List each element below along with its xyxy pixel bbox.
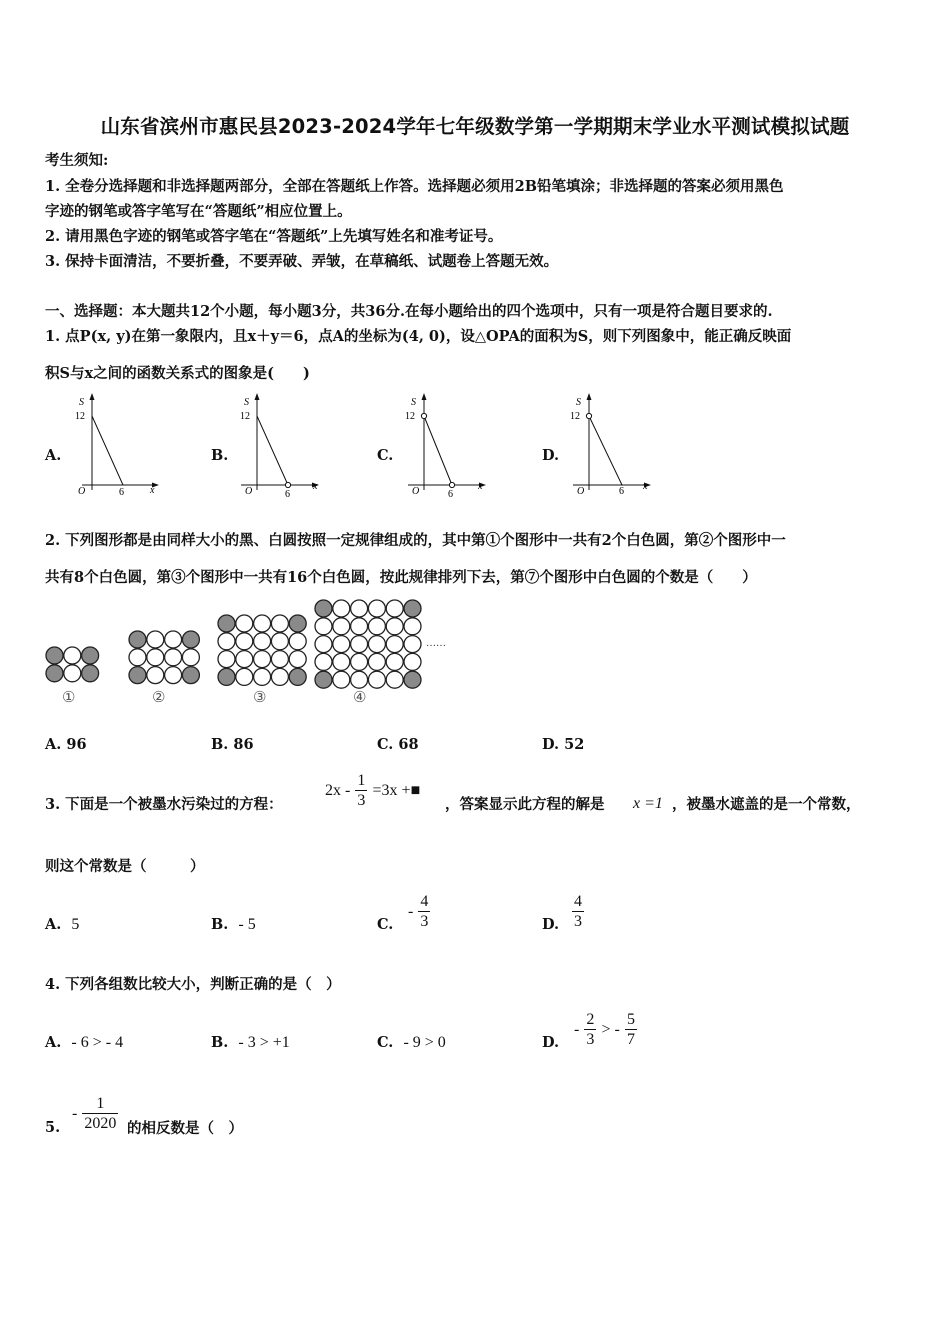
y-tick-12: 12	[75, 411, 85, 422]
black-circle	[129, 631, 146, 648]
notice-heading: 考生须知:	[45, 152, 109, 169]
x-tick-6: 6	[285, 489, 290, 498]
s-axis-label: S	[411, 397, 416, 408]
white-circle	[218, 651, 235, 668]
q3-stem-line2: 则这个常数是（ ）	[45, 858, 205, 875]
white-circle	[333, 618, 350, 635]
black-circle	[315, 600, 332, 617]
black-circle	[82, 665, 99, 682]
q3-option-b: B. - 5	[211, 916, 256, 933]
white-circle	[271, 651, 288, 668]
white-circle	[368, 618, 385, 635]
s-axis-label: S	[576, 397, 581, 408]
origin-label: O	[412, 486, 420, 497]
white-circle	[254, 651, 271, 668]
q3-solution: x =1	[633, 795, 663, 812]
y-tick-12: 12	[405, 411, 415, 422]
white-circle	[368, 600, 385, 617]
white-circle	[236, 615, 253, 632]
black-circle	[218, 615, 235, 632]
white-circle	[147, 649, 164, 666]
origin-label: O	[78, 486, 86, 497]
ink-blot: ■	[410, 782, 421, 799]
white-circle	[315, 653, 332, 670]
white-circle	[182, 649, 199, 666]
q4-option-d-value: - $\frac{2}{3}$ > - $\frac{5}{7}$	[574, 1011, 635, 1048]
q1-option-d-label: D.	[542, 447, 560, 464]
q1-option-a-label: A.	[45, 447, 62, 464]
notice-line-3: 3. 保持卡面清洁，不要折叠，不要弄破、弄皱，在草稿纸、试题卷上答题无效。	[45, 253, 559, 270]
white-circle	[386, 653, 403, 670]
q5-suffix: 的相反数是（ ）	[127, 1120, 243, 1137]
q3-prefix: 3. 下面是一个被墨水污染过的方程：	[45, 796, 283, 813]
q3-equation: 2x - $\frac{1}{3}$ =3x +■	[325, 772, 421, 809]
figure-label-3: ③	[253, 690, 267, 706]
figure-label-2: ②	[152, 690, 166, 706]
white-circle	[404, 653, 421, 670]
white-circle	[351, 636, 368, 653]
q1-option-b-label: B.	[211, 447, 229, 464]
white-circle	[289, 651, 306, 668]
page-title: 山东省滨州市惠民县2023-2024学年七年级数学第一学期期末学业水平测试模拟试题	[100, 115, 850, 138]
q2-stem-line2: 共有8个白色圆，第③个图形中一共有16个白色圆，按此规律排列下去，第⑦个图形中白色圆的个数是（ ）	[45, 569, 757, 586]
black-circle	[46, 647, 63, 664]
q2-circle-patterns	[40, 595, 470, 710]
q2-option-d: D. 52	[542, 736, 585, 753]
white-circle	[165, 667, 182, 684]
black-circle	[182, 667, 199, 684]
x-axis-label: x	[478, 481, 483, 492]
white-circle	[386, 636, 403, 653]
white-circle	[404, 618, 421, 635]
q4-option-b: B. - 3 > +1	[211, 1034, 290, 1051]
q3-middle: ，答案显示此方程的解是	[445, 796, 605, 813]
origin-label: O	[577, 486, 585, 497]
black-circle	[182, 631, 199, 648]
q3-suffix: ，被墨水遮盖的是一个常数，	[672, 796, 861, 813]
white-circle	[386, 618, 403, 635]
white-circle	[368, 671, 385, 688]
q1-stem-line1: 1. 点P(x, y)在第一象限内，且x＋y＝6，点A的坐标为(4, 0)，设△OPA的面积为S，则下列图象中，能正确反映面	[45, 328, 792, 345]
black-circle	[404, 600, 421, 617]
q4-option-a: A. - 6 > - 4	[45, 1034, 124, 1051]
black-circle	[129, 667, 146, 684]
black-circle	[315, 671, 332, 688]
white-circle	[64, 647, 81, 664]
white-circle	[351, 600, 368, 617]
white-circle	[236, 633, 253, 650]
black-circle	[218, 668, 235, 685]
black-circle	[289, 615, 306, 632]
white-circle	[333, 636, 350, 653]
white-circle	[404, 636, 421, 653]
s-axis-label: S	[79, 397, 84, 408]
notice-line-1b: 字迹的钢笔或答字笔写在“答题纸”相应位置上。	[45, 203, 352, 220]
q5-fraction: - $\frac{1}{2020}$	[72, 1095, 117, 1132]
black-circle	[404, 671, 421, 688]
white-circle	[64, 665, 81, 682]
notice-line-1a: 1. 全卷分选择题和非选择题两部分，全部在答题纸上作答。选择题必须用2B铅笔填涂；非选择题的答案必须用黑色	[45, 178, 784, 195]
x-axis-label: x	[313, 481, 318, 492]
notice-line-2: 2. 请用黑色字迹的钢笔或答字笔在“答题纸”上先填写姓名和准考证号。	[45, 228, 503, 245]
pattern-ellipsis: ……	[426, 638, 446, 649]
q4-stem: 4. 下列各组数比较大小，判断正确的是（ ）	[45, 976, 341, 993]
white-circle	[254, 668, 271, 685]
y-tick-12: 12	[570, 411, 580, 422]
s-axis-label: S	[244, 397, 249, 408]
white-circle	[351, 618, 368, 635]
white-circle	[351, 671, 368, 688]
white-circle	[333, 600, 350, 617]
white-circle	[333, 671, 350, 688]
y-tick-12: 12	[240, 411, 250, 422]
x-axis-label: x	[643, 481, 648, 492]
white-circle	[315, 618, 332, 635]
q1-graph-a	[70, 390, 165, 498]
q2-option-c: C. 68	[377, 736, 419, 753]
white-circle	[254, 615, 271, 632]
q2-option-b: B. 86	[211, 736, 254, 753]
q1-graph-c	[402, 390, 497, 498]
white-circle	[129, 649, 146, 666]
white-circle	[386, 600, 403, 617]
q1-option-c-label: C.	[377, 447, 394, 464]
white-circle	[218, 633, 235, 650]
white-circle	[254, 633, 271, 650]
q2-option-a: A. 96	[45, 736, 87, 753]
white-circle	[271, 668, 288, 685]
white-circle	[165, 631, 182, 648]
q3-option-d-label: D.	[542, 916, 560, 933]
white-circle	[333, 653, 350, 670]
q1-stem-line2: 积S与x之间的函数关系式的图象是( )	[45, 365, 310, 382]
q3-option-a: A. 5	[45, 916, 80, 933]
white-circle	[271, 615, 288, 632]
origin-label: O	[245, 486, 253, 497]
white-circle	[368, 636, 385, 653]
white-circle	[289, 633, 306, 650]
white-circle	[236, 651, 253, 668]
x-axis-label: x	[150, 485, 155, 496]
q1-graph-b	[235, 390, 330, 498]
q2-stem-line1: 2. 下列图形都是由同样大小的黑、白圆按照一定规律组成的，其中第①个图形中一共有2个白色圆，第②个图形中一	[45, 532, 786, 549]
white-circle	[147, 667, 164, 684]
q5-number: 5.	[45, 1119, 61, 1136]
x-tick-6: 6	[448, 489, 453, 498]
q1-graph-d	[567, 390, 662, 498]
q4-option-c: C. - 9 > 0	[377, 1034, 446, 1051]
white-circle	[147, 631, 164, 648]
q3-option-c-label: C.	[377, 916, 394, 933]
figure-label-1: ①	[62, 690, 76, 706]
figure-label-4: ④	[353, 690, 367, 706]
black-circle	[289, 668, 306, 685]
q3-option-c-value: - $\frac{4}{3}$	[408, 893, 429, 930]
black-circle	[82, 647, 99, 664]
q3-option-d-value: $\frac{4}{3}$	[574, 893, 582, 930]
white-circle	[271, 633, 288, 650]
white-circle	[386, 671, 403, 688]
white-circle	[368, 653, 385, 670]
q4-option-d-label: D.	[542, 1034, 560, 1051]
white-circle	[165, 649, 182, 666]
x-tick-6: 6	[119, 487, 124, 498]
white-circle	[236, 668, 253, 685]
black-circle	[46, 665, 63, 682]
white-circle	[351, 653, 368, 670]
section-heading: 一、选择题：本大题共12个小题，每小题3分，共36分.在每小题给出的四个选项中，只有一项是符合题目要求的.	[45, 303, 773, 320]
white-circle	[315, 636, 332, 653]
x-tick-6: 6	[619, 486, 624, 497]
